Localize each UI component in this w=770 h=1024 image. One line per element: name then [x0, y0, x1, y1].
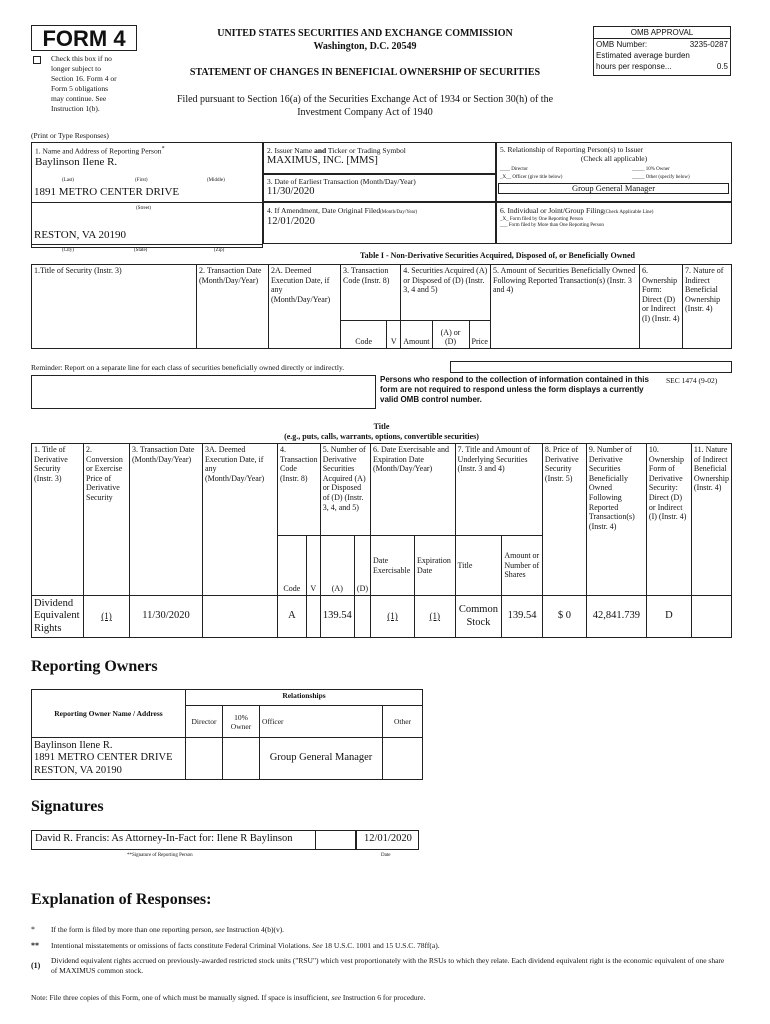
- officer-title[interactable]: Group General Manager: [498, 183, 729, 194]
- filing-type-box: 6. Individual or Joint/Group Filing(Check Applicable Line) _X_ Form filed by One Reporting Person ___ Form filed by More than One Reporting Person: [496, 202, 732, 244]
- table1-title: Table I - Non-Derivative Securities Acquired, Disposed of, or Beneficially Owned: [360, 251, 635, 260]
- issuer-name[interactable]: MAXIMUS, INC. [MMS]: [267, 155, 378, 166]
- reporting-person-city[interactable]: RESTON, VA 20190: [34, 229, 126, 241]
- section16-checkbox[interactable]: [33, 56, 41, 64]
- earliest-transaction-date[interactable]: 11/30/2020: [267, 186, 315, 197]
- t1-col-date: 2. Transaction Date (Month/Day/Year): [197, 265, 269, 349]
- reporting-person-name[interactable]: Baylinson Ilene R.: [35, 155, 118, 168]
- t1-col-deemed: 2A. Deemed Execution Date, if any (Month/Day/Year): [269, 265, 341, 349]
- print-note: (Print or Type Responses): [31, 131, 109, 140]
- table-row: Dividend Equivalent Rights (1) 11/30/2020 A 139.54 (1) (1) Common Stock 139.54 $ 0 42,841.739 D: [32, 596, 732, 638]
- t2-col-deemed: 3A. Deemed Execution Date, if any (Month/Day/Year): [203, 444, 278, 596]
- t2-col-conversion: 2. Conversion or Exercise Price of Derivative Security: [84, 444, 130, 596]
- t2-col-nature: 11. Nature of Indirect Beneficial Ownership (Instr. 4): [691, 444, 731, 596]
- t1-col-amount: 5. Amount of Securities Beneficially Owned Following Reported Transaction(s) (Instr. 3 and 4): [491, 265, 640, 349]
- signatures-heading: Signatures: [31, 798, 104, 815]
- agency-name: UNITED STATES SECURITIES AND EXCHANGE COMMISSION: [217, 28, 513, 39]
- reporting-person-street[interactable]: 1891 METRO CENTER DRIVE: [34, 186, 180, 198]
- statement-title: STATEMENT OF CHANGES IN BENEFICIAL OWNERSHIP OF SECURITIES: [189, 67, 541, 78]
- one-person-option[interactable]: _X_ Form filed by One Reporting Person: [500, 217, 584, 222]
- omb-title: OMB APPROVAL: [594, 27, 730, 39]
- footer-note: Note: File three copies of this Form, one of which must be manually signed. If space is insufficient, see Instruction 6 for procedure.: [31, 993, 426, 1002]
- reporting-person-box: 1. Name and Address of Reporting Person* Baylinson Ilene R.: [31, 142, 263, 248]
- t1-col-title: 1.Title of Security (Instr. 3): [32, 265, 197, 349]
- other-option[interactable]: _____ Other (specify below): [632, 175, 690, 180]
- t2-col-date: 3. Transaction Date (Month/Day/Year): [130, 444, 203, 596]
- explanation-heading: Explanation of Responses:: [31, 891, 212, 908]
- reporting-owners-heading: Reporting Owners: [31, 658, 158, 675]
- signature-label: **Signature of Reporting Person: [127, 853, 193, 858]
- t2-col-price: 8. Price of Derivative Security (Instr. 5): [542, 444, 586, 596]
- omb-number: 3235-0287: [689, 40, 728, 49]
- t1-col-nature: 7. Nature of Indirect Beneficial Ownership (Instr. 4): [683, 265, 732, 349]
- sec-code: SEC 1474 (9-02): [666, 376, 718, 385]
- section16-note: Check this box if no longer subject to Section 16. Form 4 or Form 5 obligations may continue. See Instruction 1(b).: [51, 54, 117, 113]
- director-option[interactable]: ____ Director: [500, 167, 528, 172]
- reminder-box-right: [450, 361, 732, 373]
- t2-col-number: 5. Number of Derivative Securities Acquired (A) or Disposed of (D) (Instr. 3, 4, and 5): [320, 444, 370, 536]
- form-title-box: [31, 25, 137, 51]
- omb-number-label: OMB Number:: [596, 40, 648, 49]
- explanation-item-star: * If the form is filed by more than one reporting person, see Instruction 4(b)(v).: [31, 925, 285, 934]
- reminder-box-left: [31, 375, 376, 409]
- footnote-1-link[interactable]: (1): [429, 611, 441, 622]
- persons-note: Persons who respond to the collection of information contained in this form are not required to respond unless the form displays a currently valid OMB control number.: [380, 375, 649, 404]
- footnote-1-link[interactable]: (1): [101, 611, 112, 622]
- issuer-box: 2. Issuer Name and Ticker or Trading Symbol MAXIMUS, INC. [MMS]: [263, 142, 496, 174]
- footnote-1-link[interactable]: (1): [387, 611, 398, 622]
- reminder: Reminder: Report on a separate line for each class of securities beneficially owned directly or indirectly.: [31, 363, 345, 372]
- omb-burden-label: Estimated average burden: [596, 51, 690, 60]
- table2-title: Title: [373, 422, 390, 431]
- omb-hours-label: hours per response...: [596, 62, 672, 71]
- relationship-box: 5. Relationship of Reporting Person(s) to Issuer (Check all applicable): [496, 142, 732, 202]
- multi-person-option[interactable]: ___ Form filed by More than One Reporting Person: [500, 223, 604, 228]
- t2-col-underlying: 7. Title and Amount of Underlying Securities (Instr. 3 and 4): [455, 444, 542, 536]
- table1: 1.Title of Security (Instr. 3) 2. Transaction Date (Month/Day/Year) 2A. Deemed Execution Date, if any (Month/Day/Year) 3. Transaction Code (Instr. 8) 4. Securities Acquired (A) or Disposed of (D) (Instr. 3, 4 and 5) 5. Amount of Securities Beneficially Owned Following Reported Transaction(s) (Instr. 3 and 4) 6. Ownership Form: Direct (D) or Indirect (I) (Instr. 4) 7. Nature of Indirect Beneficial Ownership (Instr. 4) Code V Amount (A) or (D) Price: [31, 264, 732, 349]
- explanation-item-1: (1) Dividend equivalent rights accrued on previously-awarded restricted stock units ("RSU") which vest proportionately with the RSUs to which they relate. Each dividend equivalent right is the economic equivalent of one share of MAXIMUS common stock.: [31, 956, 725, 975]
- form-title: FORM 4: [42, 26, 126, 51]
- t2-col-form: 10. Ownership Form of Derivative Security: Direct (D) or Indirect (I) (Instr. 4): [646, 444, 691, 596]
- t1-col-code: 3. Transaction Code (Instr. 8): [341, 265, 401, 321]
- signer-name: David R. Francis: As Attorney-In-Fact for: Ilene R Baylinson: [35, 833, 293, 844]
- t1-col-form: 6. Ownership Form: Direct (D) or Indirect (I) (Instr. 4): [640, 265, 683, 349]
- explanation-item-doublestar: ** Intentional misstatements or omissions of facts constitute Federal Criminal Violations. See 18 U.S.C. 1001 and 15 U.S.C. 78ff(a).: [31, 941, 440, 950]
- earliest-transaction-box: 3. Date of Earliest Transaction (Month/Day/Year) 11/30/2020: [263, 174, 496, 202]
- amendment-date[interactable]: 12/01/2020: [267, 216, 315, 227]
- t1-col-acquired: 4. Securities Acquired (A) or Disposed of (D) (Instr. 3, 4 and 5): [401, 265, 491, 321]
- agency-city: Washington, D.C. 20549: [313, 41, 417, 52]
- amendment-box: 4. If Amendment, Date Original Filed(Month/Day/Year) 12/01/2020: [263, 202, 496, 244]
- filed-pursuant: Filed pursuant to Section 16(a) of the Securities Exchange Act of 1934 or Section 30(h) of the Investment Company Act of 1940: [176, 94, 554, 118]
- reporting-owners-table: Reporting Owner Name / Address Relationships Director 10% Owner Officer Other Baylinson Ilene R. 1891 METRO CENTER DRIVE RESTON, VA 20190 Group General Manager: [31, 689, 423, 780]
- signature-date: 12/01/2020: [364, 833, 412, 844]
- officer-option[interactable]: _X__ Officer (give title below): [500, 175, 563, 180]
- t2-col-owned: 9. Number of Derivative Securities Beneficially Owned Following Reported Transaction(s) (Instr. 4): [586, 444, 646, 596]
- ten-pct-option[interactable]: _____ 10% Owner: [632, 167, 670, 172]
- t2-col-code: 4. Transaction Code (Instr. 8): [278, 444, 321, 536]
- table2: 1. Title of Derivative Security (Instr. 3) 2. Conversion or Exercise Price of Derivative Security 3. Transaction Date (Month/Day/Year) 3A. Deemed Execution Date, if any (Month/Day/Year) 4. Transaction Code (Instr. 8) 5. Number of Derivative Securities Acquired (A) or Disposed of (D) (Instr. 3, 4, and 5) 6. Date Exercisable and Expiration Date (Month/Day/Year) 7. Title and Amount of Underlying Securities (Instr. 3 and 4) 8. Price of Derivative Security (Instr. 5) 9. Number of Derivative Securities Beneficially Owned Following Reported Transaction(s) (Instr. 4) 10. Ownership Form of Derivative Security: Direct (D) or Indirect (I) (Instr. 4) 11. Nature of Indirect Beneficial Ownership (Instr. 4) Code V (A) (D) Date Exercisable Expiration Date Title Amount or Number of Shares Dividend Equivalent Rights (1) 11/30/2020 A 139.54 (1) (1) Common Stock 139.54 $ 0 42,841.739 D: [31, 443, 732, 638]
- omb-hours: 0.5: [716, 62, 728, 71]
- t2-col-exercisable: 6. Date Exercisable and Expiration Date (Month/Day/Year): [371, 444, 456, 536]
- omb-approval-box: [593, 26, 731, 76]
- date-label: Date: [381, 853, 391, 858]
- table2-subtitle: (e.g., puts, calls, warrants, options, convertible securities): [284, 432, 479, 441]
- t2-col-title: 1. Title of Derivative Security (Instr. 3): [32, 444, 84, 596]
- table-row: Baylinson Ilene R. 1891 METRO CENTER DRIVE RESTON, VA 20190 Group General Manager: [32, 738, 423, 780]
